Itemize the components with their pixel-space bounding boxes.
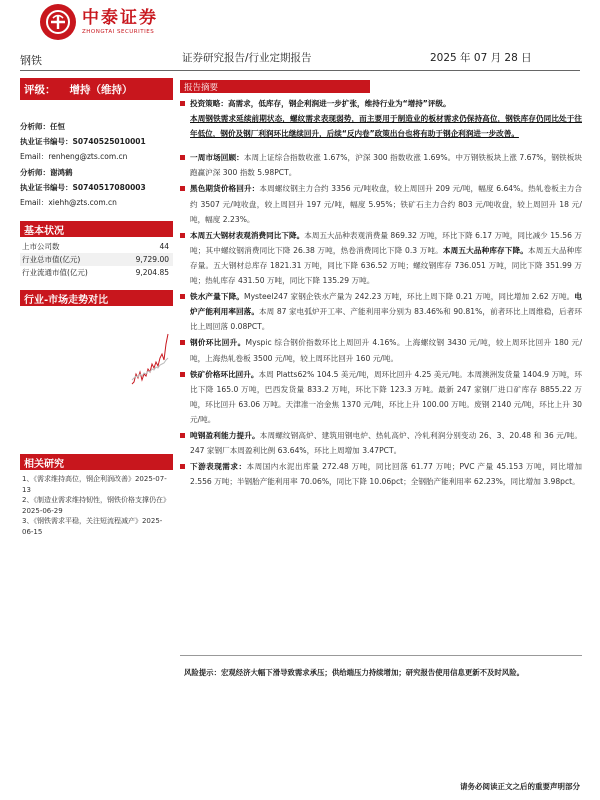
summary-paragraph-downstream xyxy=(180,459,582,489)
analyst-email-link[interactable]: xiehh@zts.com.cn xyxy=(48,198,117,207)
paragraph-heading: 铁矿价格环比回升。 xyxy=(190,369,259,379)
email-label: Email： xyxy=(20,198,49,207)
summary-paragraph-output xyxy=(180,289,582,334)
paragraph-heading: 本周五大钢材表观消费同比下降。 xyxy=(190,230,305,240)
row-label: 行业流通市值(亿元) xyxy=(22,268,88,277)
cert-number: S0740517080003 xyxy=(72,183,146,192)
paragraph-text: Mysteel247 家钢企铁水产量为 242.23 万吨，环比上周下降 0.21 万吨，同比增加 2.62 万吨。 xyxy=(244,292,575,302)
table-row xyxy=(20,253,173,266)
sidebar xyxy=(20,78,173,537)
paragraph-heading: 投资策略：高需求，低库存，钢企利润进一步扩张，维持行业为“增持”评级。 xyxy=(190,99,451,108)
logo-name-cn: 中泰证券 xyxy=(82,8,158,28)
bullet-square-icon xyxy=(180,101,185,106)
row-value: 9,729.00 xyxy=(135,255,169,264)
report-type: 证券研究报告/行业定期报告 xyxy=(182,52,312,64)
paragraph-text: 本周 87 家电弧炉开工率、产能利用率分别为 83.46%和 90.81%，前者环比上周维稳，后者环比上周回落 0.08PCT。 xyxy=(190,307,582,332)
summary-paragraph-futures xyxy=(180,181,582,226)
paragraph-text: 本周螺纹钢主力合约 3356 元/吨收盘，较上周回升 209 元/吨，幅度 6.64%。热轧卷板主力合约 3507 元/吨收盘，较上周回升 197 元/吨，幅度 5.95%；铁矿石主力合约 803 元/吨收盘，较上周回升 18 元/吨，幅度 2.23%。 xyxy=(190,184,582,224)
row-value: 9,204.85 xyxy=(135,268,169,277)
paragraph-subheading: 电炉产能利用率回落。 xyxy=(190,292,582,317)
logo-name-en: ZHONGTAI SECURITIES xyxy=(82,29,155,35)
report-date: 2025 年 07 月 28 日 xyxy=(430,52,532,64)
row-label: 行业总市值(亿元) xyxy=(22,255,81,264)
email-label: Email： xyxy=(20,152,49,161)
bullet-square-icon xyxy=(180,155,185,160)
analyst-name-label: 分析师： xyxy=(20,168,50,177)
bullet-square-icon xyxy=(180,340,185,345)
summary-title: 报告摘要 xyxy=(180,80,370,93)
footer-disclaimer: 请务必阅读正文之后的重要声明部分 xyxy=(460,782,580,791)
summary-paragraph-market xyxy=(180,150,582,180)
summary-paragraph-price xyxy=(180,335,582,365)
basic-info-title: 基本状况 xyxy=(20,221,173,237)
cert-label: 执业证书编号： xyxy=(20,137,73,146)
basic-info-table xyxy=(20,240,173,279)
rating-label: 评级： xyxy=(24,83,56,96)
analyst-block xyxy=(20,168,173,207)
table-row xyxy=(20,266,173,279)
summary-divider xyxy=(180,655,582,656)
bullet-square-icon xyxy=(180,433,185,438)
paragraph-text: 本周国内水泥出库量 272.48 万吨，同比回落 61.77 万吨；PVC 产量 45.153 万吨，同比增加 2.556 万吨；半钢胎产能利用率 70.06%，同比下降 10.06pct；全钢胎产能利用率 62.23%，同比增加 3.98pct。 xyxy=(190,462,582,487)
header-divider xyxy=(20,70,580,71)
bullet-square-icon xyxy=(180,233,185,238)
paragraph-text: 本周 Platts62% 104.5 美元/吨，周环比回升 4.25 美元/吨。本周澳洲发货量 1404.9 万吨，环比下降 165.0 万吨，巴西发货量 833.2 万吨，环比下降 123.3 万吨。最新 247 家钢厂进口矿库存 8855.22 万吨，环比回升 63.06 万吨。天津准一冶金焦 1370 元/吨，环比上升 100.00 万吨。废钢 2140 元/吨，环比上升 30 元/吨。 xyxy=(190,369,582,424)
paragraph-heading: 下游表现需求： xyxy=(190,462,247,472)
rating-value: 增持（维持） xyxy=(69,83,133,96)
paragraph-emphasis: 本周钢铁需求延续前期状态，螺纹需求表现弱势，而主要用于制造业的板材需求仍保持高位，钢铁库存仍同比处于往年低位，钢价及钢厂利润环比继续回升，后续“反内卷”政策出台也将有助于钢企利润进一步改善。 xyxy=(190,114,582,139)
summary-paragraph-profit xyxy=(180,428,582,458)
paragraph-text: 本周螺纹钢高炉、建筑用钢电炉、热轧高炉、冷轧利润分别变动 26、3、20.48 和 36 元/吨。247 家钢厂本周盈利比例 63.64%，环比上周增加 3.47PCT。 xyxy=(190,430,583,456)
trend-chart-svg xyxy=(20,314,173,418)
paragraph-text: 本周上证综合指数收涨 1.67%，沪深 300 指数收涨 1.69%。中万钢铁板块上涨 7.67%，钢铁板块跑赢沪深 300 指数 5.98PCT。 xyxy=(190,153,582,178)
bullet-square-icon xyxy=(180,294,185,299)
row-label: 上市公司数 xyxy=(22,242,60,251)
list-item[interactable]: 2、《制造业需求维持韧性，钢铁价格支撑仍在》2025-06-29 xyxy=(22,496,170,515)
summary-paragraph-ore xyxy=(180,367,582,427)
analyst-block xyxy=(20,122,173,161)
paragraph-heading: 吨钢盈利能力提升。 xyxy=(190,430,260,440)
paragraph-subheading: 本周五大品种库存下降。 xyxy=(442,245,528,255)
analyst-name-label: 分析师： xyxy=(20,122,50,131)
paragraph-heading: 黑色期货价格回升： xyxy=(190,184,260,194)
trend-series-index xyxy=(132,358,168,380)
list-item[interactable]: 1、《需求维持高位，钢企利润改善》2025-07-13 xyxy=(22,475,167,494)
logo-emblem-icon xyxy=(40,4,76,40)
paragraph-text: 本周五大品种表观消费量 869.32 万吨，环比下降 6.17 万吨，同比减少 15.56 万吨；其中螺纹钢消费同比下降 26.38 万吨，热卷消费同比下降 0.3 万吨。 xyxy=(190,230,582,255)
summary-paragraph-strategy xyxy=(180,96,582,141)
market-trend-title: 行业-市场走势对比 xyxy=(20,290,173,306)
paragraph-text: Myspic 综合钢价指数环比上周回升 4.16%。上海螺纹钢 3430 元/吨，较上周环比回升 180 元/吨，上海热轧卷板 3500 元/吨，较上周环比回升 160 元/吨。 xyxy=(190,338,582,363)
risk-warning: 风险提示：宏观经济大幅下滑导致需求承压；供给端压力持续增加；研究报告使用信息更新不及时风险。 xyxy=(184,668,524,677)
bullet-square-icon xyxy=(180,464,185,469)
table-row xyxy=(20,240,173,253)
rating-banner xyxy=(20,78,173,100)
analyst-email-link[interactable]: renheng@zts.com.cn xyxy=(48,152,128,161)
list-item[interactable]: 3、《钢铁需求平稳，关注短流程减产》2025-06-15 xyxy=(22,517,163,536)
analyst-name: 谢鸿鹤 xyxy=(50,168,73,177)
company-logo xyxy=(40,4,158,40)
report-summary xyxy=(180,80,582,489)
summary-paragraph-consumption xyxy=(180,228,582,288)
cert-number: S0740525010001 xyxy=(72,137,146,146)
related-research-title: 相关研究 xyxy=(20,454,173,470)
market-trend-chart xyxy=(20,314,173,418)
paragraph-text: 本周五大品种库存量。五大钢材总库存 1821.31 万吨，同比下降 636.52 万吨；螺纹钢库存 736.051 万吨，同比下降 351.99 万吨；热轧库存 431.50 万吨，同比下降 135.29 万吨。 xyxy=(190,245,583,286)
cert-label: 执业证书编号： xyxy=(20,183,73,192)
row-value: 44 xyxy=(159,242,169,251)
related-research-list xyxy=(20,474,173,537)
bullet-square-icon xyxy=(180,186,185,191)
paragraph-heading: 铁水产量下降。 xyxy=(190,292,245,302)
paragraph-heading: 钢价环比回升。 xyxy=(190,338,246,348)
industry-label: 钢铁 xyxy=(20,54,42,67)
bullet-square-icon xyxy=(180,372,185,377)
analyst-name: 任恒 xyxy=(50,122,65,131)
paragraph-heading: 一周市场回顾： xyxy=(190,153,244,163)
